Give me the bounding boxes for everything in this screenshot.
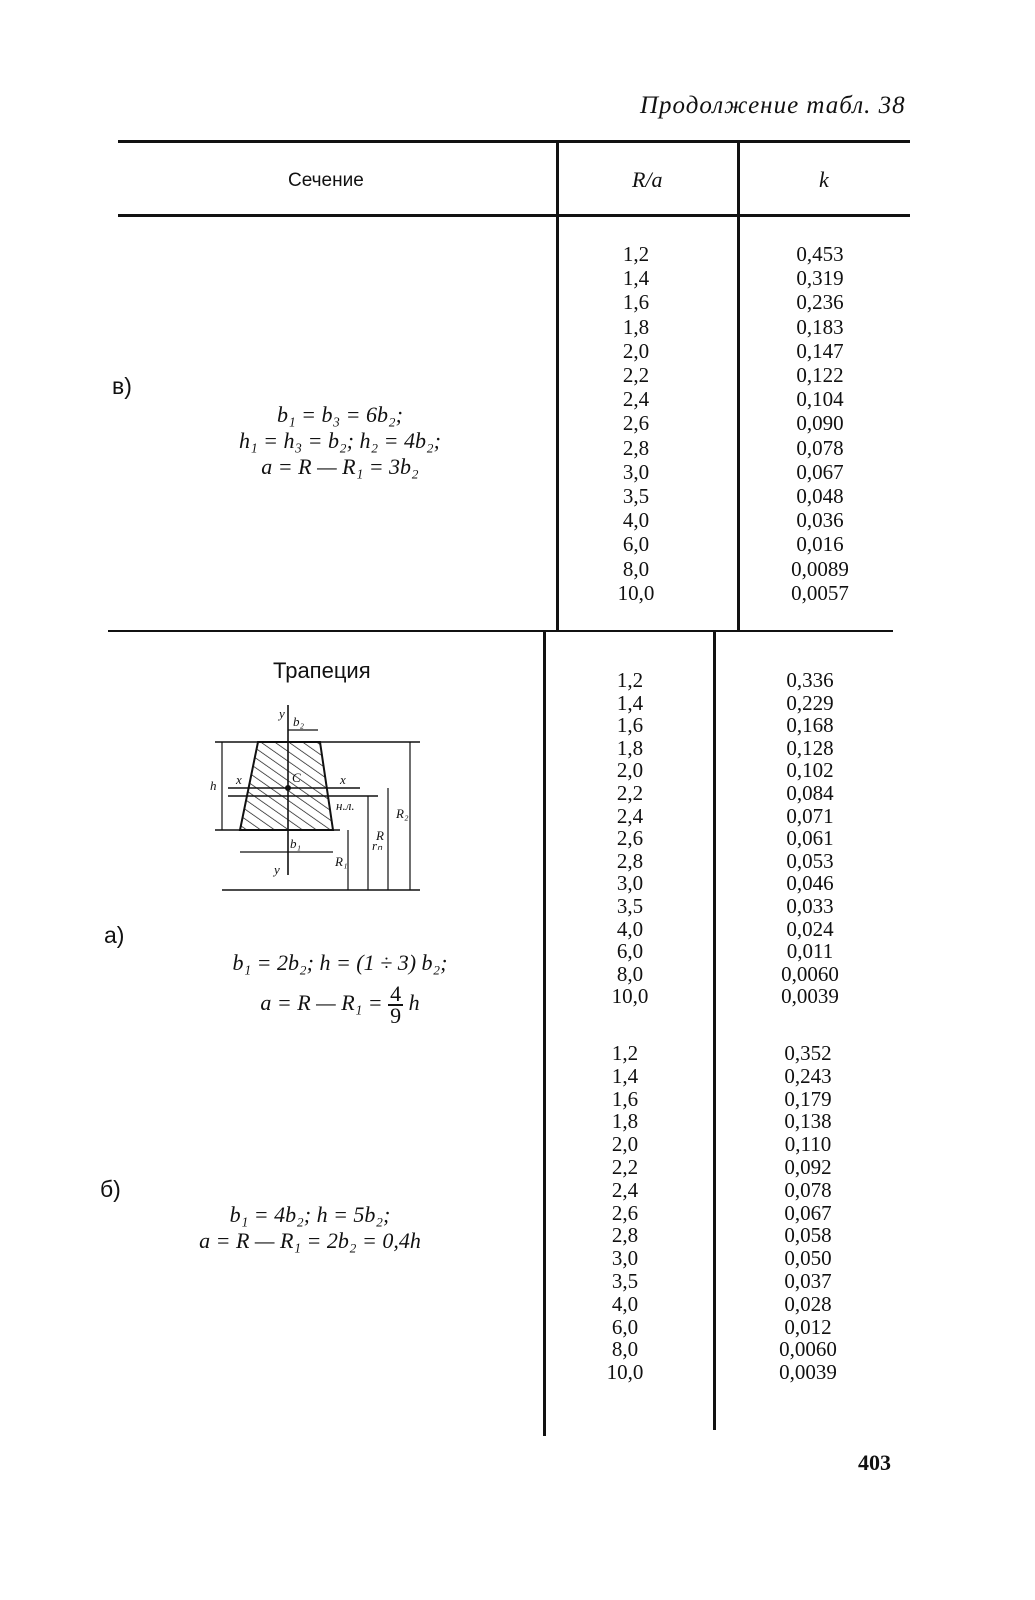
k-value: 0,102 bbox=[786, 758, 834, 783]
k-value: 0,012 bbox=[784, 1314, 832, 1339]
k-value: 0,0039 bbox=[781, 984, 839, 1009]
k-value: 0,090 bbox=[796, 411, 844, 436]
ratio-value: 10,0 bbox=[617, 580, 655, 605]
table-top-rule bbox=[118, 140, 910, 143]
ratio-value: 3,0 bbox=[622, 459, 650, 484]
formula-line: b₁ = 4b₂; h = 5b₂; bbox=[229, 1202, 391, 1227]
k-value: 0,122 bbox=[796, 363, 844, 388]
ratio-value: 2,0 bbox=[622, 338, 650, 363]
ratio-value: 3,0 bbox=[616, 871, 644, 896]
ratio-column-a bbox=[590, 669, 670, 1008]
row-label-b: б) bbox=[100, 1176, 121, 1202]
ratio-value: 2,0 bbox=[611, 1132, 639, 1157]
column-divider-1-lower bbox=[543, 630, 546, 1436]
ratio-value: 1,2 bbox=[616, 668, 644, 692]
ratio-value: 2,4 bbox=[616, 803, 644, 828]
k-value: 0,061 bbox=[786, 826, 834, 851]
ratio-value: 2,2 bbox=[611, 1154, 639, 1179]
k-column-b bbox=[758, 1042, 858, 1384]
k-value: 0,183 bbox=[796, 314, 844, 339]
ratio-value: 3,5 bbox=[622, 484, 650, 509]
k-value: 0,048 bbox=[796, 484, 844, 509]
formula-line: b₁ = b₃ = 6b₂; bbox=[277, 402, 403, 427]
ratio-value: 2,8 bbox=[616, 848, 644, 873]
k-value: 0,0039 bbox=[779, 1360, 837, 1385]
ratio-value: 1,6 bbox=[622, 290, 650, 315]
k-value: 0,078 bbox=[796, 435, 844, 460]
diagram-label-r2: R₂ bbox=[396, 806, 409, 821]
ratio-value: 2,4 bbox=[611, 1177, 639, 1202]
formula-line: b₁ = 2b₂; h = (1 ÷ 3) b₂; bbox=[232, 950, 448, 975]
k-value: 0,016 bbox=[796, 532, 844, 557]
trapezoid-section-diagram bbox=[200, 700, 430, 900]
k-value: 0,138 bbox=[784, 1109, 832, 1134]
row-label-a: а) bbox=[104, 922, 125, 948]
k-value: 0,0089 bbox=[791, 556, 849, 581]
fraction bbox=[388, 981, 403, 1028]
k-value: 0,453 bbox=[796, 242, 844, 266]
k-value: 0,0057 bbox=[791, 580, 849, 605]
k-value: 0,067 bbox=[784, 1200, 832, 1225]
ratio-value: 3,5 bbox=[616, 893, 644, 918]
ratio-value: 1,8 bbox=[616, 735, 644, 760]
ratio-value: 2,4 bbox=[622, 387, 650, 412]
diagram-label-b2: b₂ bbox=[293, 714, 305, 729]
diagram-label-neutral: н.л. bbox=[336, 798, 355, 813]
diagram-label-r: R bbox=[376, 828, 384, 843]
k-value: 0,319 bbox=[796, 266, 844, 291]
k-value: 0,236 bbox=[796, 290, 844, 315]
diagram-label-r1: R₁ bbox=[335, 854, 348, 869]
k-value: 0,0060 bbox=[779, 1337, 837, 1362]
k-value: 0,071 bbox=[786, 803, 834, 828]
row-divider bbox=[108, 630, 893, 632]
ratio-value: 8,0 bbox=[611, 1337, 639, 1362]
formula-v bbox=[150, 402, 530, 480]
diagram-label-h: h bbox=[210, 778, 217, 793]
ratio-value: 2,8 bbox=[611, 1223, 639, 1248]
k-value: 0,0060 bbox=[781, 961, 839, 986]
k-value: 0,046 bbox=[786, 871, 834, 896]
ratio-value: 1,4 bbox=[616, 690, 644, 715]
ratio-value: 4,0 bbox=[611, 1291, 639, 1316]
ratio-value: 6,0 bbox=[622, 532, 650, 557]
ratio-value: 10,0 bbox=[606, 1360, 644, 1385]
ratio-value: 2,6 bbox=[616, 826, 644, 851]
k-value: 0,336 bbox=[786, 668, 834, 692]
table-caption: Продолжение табл. 38 bbox=[640, 92, 906, 119]
ratio-value: 2,6 bbox=[611, 1200, 639, 1225]
ratio-value: 1,4 bbox=[622, 266, 650, 291]
ratio-value: 6,0 bbox=[616, 939, 644, 964]
ratio-value: 8,0 bbox=[622, 556, 650, 581]
ratio-value: 3,0 bbox=[611, 1246, 639, 1271]
fraction-numerator: 4 bbox=[390, 981, 402, 1006]
k-value: 0,050 bbox=[784, 1246, 832, 1271]
row-label-v: в) bbox=[112, 373, 132, 399]
page-number: 403 bbox=[858, 1450, 891, 1475]
formula-b bbox=[120, 1202, 500, 1254]
ratio-value: 1,4 bbox=[611, 1063, 639, 1088]
k-value: 0,028 bbox=[784, 1291, 832, 1316]
k-value: 0,168 bbox=[786, 713, 834, 738]
ratio-column-b bbox=[585, 1042, 665, 1384]
ratio-value: 2,2 bbox=[616, 780, 644, 805]
ratio-value: 1,6 bbox=[616, 713, 644, 738]
ratio-value: 8,0 bbox=[616, 961, 644, 986]
ratio-column-v bbox=[596, 242, 676, 605]
ratio-value: 2,0 bbox=[616, 758, 644, 783]
k-column-v bbox=[770, 242, 870, 605]
ratio-value: 1,8 bbox=[622, 314, 650, 339]
column-divider-2-lower bbox=[713, 630, 716, 1430]
ratio-value: 2,2 bbox=[622, 363, 650, 388]
k-column-a bbox=[760, 669, 860, 1008]
k-value: 0,067 bbox=[796, 459, 844, 484]
k-value: 0,084 bbox=[786, 780, 834, 805]
k-value: 0,179 bbox=[784, 1086, 832, 1111]
k-value: 0,128 bbox=[786, 735, 834, 760]
k-value: 0,078 bbox=[784, 1177, 832, 1202]
formula-line bbox=[150, 981, 530, 1028]
k-value: 0,110 bbox=[784, 1132, 832, 1157]
ratio-value: 2,6 bbox=[622, 411, 650, 436]
column-divider-2 bbox=[737, 143, 740, 630]
k-value: 0,033 bbox=[786, 893, 834, 918]
k-value: 0,229 bbox=[786, 690, 834, 715]
fraction-denominator: 9 bbox=[390, 1003, 402, 1028]
k-value: 0,352 bbox=[784, 1041, 832, 1065]
header-section: Сечение bbox=[288, 170, 364, 191]
k-value: 0,058 bbox=[784, 1223, 832, 1248]
ratio-value: 1,2 bbox=[611, 1041, 639, 1065]
k-value: 0,011 bbox=[786, 939, 834, 964]
ratio-value: 4,0 bbox=[622, 508, 650, 533]
k-value: 0,104 bbox=[796, 387, 844, 412]
ratio-value: 3,5 bbox=[611, 1268, 639, 1293]
ratio-value: 1,8 bbox=[611, 1109, 639, 1134]
formula-a bbox=[150, 950, 530, 1026]
diagram-label-b1: b₁ bbox=[290, 836, 302, 851]
diagram-label-x-left: x bbox=[236, 772, 242, 787]
diagram-label-x-right: x bbox=[340, 772, 346, 787]
diagram-label-rn: rₙ bbox=[372, 838, 383, 853]
ratio-value: 1,6 bbox=[611, 1086, 639, 1111]
k-value: 0,024 bbox=[786, 916, 834, 941]
ratio-value: 6,0 bbox=[611, 1314, 639, 1339]
formula-text: a = R — R₁ = bbox=[260, 990, 383, 1016]
formula-line: h₁ = h₃ = b₂; h₂ = 4b₂; bbox=[239, 428, 441, 453]
formula-tail: h bbox=[408, 990, 420, 1016]
header-ratio: R/a bbox=[632, 167, 663, 192]
ratio-value: 4,0 bbox=[616, 916, 644, 941]
diagram-label-y-top: y bbox=[279, 706, 285, 721]
section-title-trapezoid: Трапеция bbox=[273, 658, 371, 683]
k-value: 0,053 bbox=[786, 848, 834, 873]
column-divider-1 bbox=[556, 143, 559, 630]
k-value: 0,243 bbox=[784, 1063, 832, 1088]
ratio-value: 2,8 bbox=[622, 435, 650, 460]
formula-line: a = R — R₁ = 2b₂ = 0,4h bbox=[199, 1228, 421, 1253]
formula-line: a = R — R₁ = 3b₂ bbox=[261, 454, 419, 479]
diagram-label-y-bottom: y bbox=[274, 862, 280, 877]
k-value: 0,037 bbox=[784, 1268, 832, 1293]
diagram-label-c: C bbox=[292, 770, 301, 785]
k-value: 0,092 bbox=[784, 1154, 832, 1179]
k-value: 0,147 bbox=[796, 338, 844, 363]
centroid-point bbox=[285, 785, 291, 791]
header-k: k bbox=[819, 167, 829, 192]
k-value: 0,036 bbox=[796, 508, 844, 533]
ratio-value: 10,0 bbox=[611, 984, 649, 1009]
header-bottom-rule bbox=[118, 214, 910, 217]
ratio-value: 1,2 bbox=[622, 242, 650, 266]
